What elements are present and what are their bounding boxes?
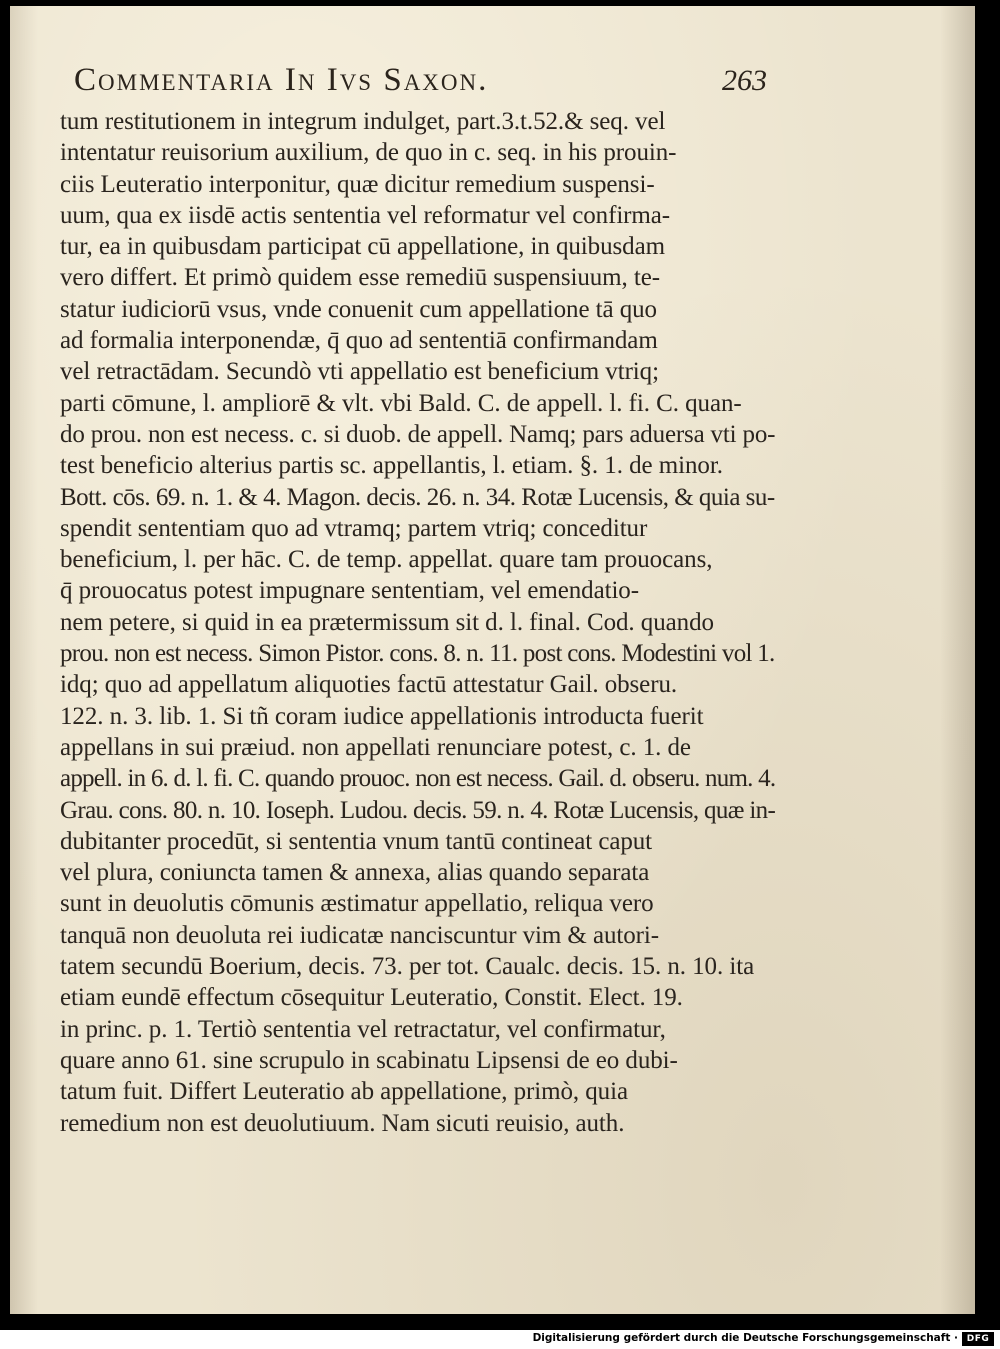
text-line: remedium non est deuolutiuum. Nam sicuti reuisio, auth. bbox=[60, 1109, 625, 1137]
text-line: etiam eundē effectum cōsequitur Leuteratio, Constit. Elect. 19. bbox=[60, 984, 683, 1012]
text-line: vel retractādam. Secundò vti appellatio est beneficium vtriq; bbox=[60, 358, 659, 386]
text-line: tanquā non deuoluta rei iudicatæ nanciscuntur vim & autori- bbox=[60, 921, 660, 949]
body-text bbox=[60, 106, 780, 1139]
text-line: nem petere, si quid in ea prætermissum sit d. l. final. Cod. quando bbox=[60, 608, 714, 636]
text-line: Grau. cons. 80. n. 10. Ioseph. Ludou. decis. 59. n. 4. Rotæ Lucensis, quæ in- bbox=[60, 796, 776, 824]
text-line: tur, ea in quibusdam participat cū appellatione, in quibusdam bbox=[60, 233, 665, 261]
text-line: in princ. p. 1. Tertiò sententia vel retractatur, vel confirmatur, bbox=[60, 1015, 666, 1043]
text-line: idq; quo ad appellatum aliquoties factū attestatur Gail. obseru. bbox=[60, 671, 678, 699]
text-line: ad formalia interponendæ, q̄ quo ad sententiā confirmandam bbox=[60, 327, 658, 355]
text-line: tum restitutionem in integrum indulget, part.3.t.52.& seq. vel bbox=[60, 108, 666, 135]
text-line: tatum fuit. Differt Leuteratio ab appellatione, primò, quia bbox=[60, 1078, 628, 1106]
book-page bbox=[10, 6, 975, 1314]
text-line: quare anno 61. sine scrupulo in scabinatu Lipsensi de eo dubi- bbox=[60, 1046, 678, 1074]
text-line: parti cōmune, l. ampliorē & vlt. vbi Bald. C. de appell. l. fi. C. quan- bbox=[60, 389, 742, 417]
text-line: test beneficio alterius partis sc. appellantis, l. etiam. §. 1. de minor. bbox=[60, 452, 723, 480]
running-head: Commentaria In Ivs Saxon. bbox=[74, 62, 489, 98]
text-line: uum, qua ex iisdē actis sententia vel reformatur vel confirma- bbox=[60, 201, 671, 229]
text-line: intentatur reuisorium auxilium, de quo in c. seq. in his prouin- bbox=[60, 139, 677, 167]
text-line: spendit sententiam quo ad vtramq; partem vtriq; conceditur bbox=[60, 514, 648, 542]
text-line: beneficium, l. per hāc. C. de temp. appellat. quare tam prouocans, bbox=[60, 546, 713, 574]
text-line: appellans in sui præiud. non appellati renunciare potest, c. 1. de bbox=[60, 733, 691, 761]
text-line: sunt in deuolutis cōmunis æstimatur appellatio, reliqua vero bbox=[60, 890, 654, 918]
digitization-credit: Digitalisierung gefördert durch die Deutsche Forschungsgemeinschaft · bbox=[532, 1332, 958, 1344]
dfg-logo: DFG bbox=[962, 1332, 994, 1346]
text-line: q̄ prouocatus potest impugnare sententiam, vel emendatio- bbox=[60, 577, 639, 605]
text-line: ciis Leuteratio interponitur, quæ dicitur remedium suspensi- bbox=[60, 170, 655, 198]
text-line: do prou. non est necess. c. si duob. de appell. Namq; pars aduersa vti po- bbox=[60, 420, 776, 448]
text-line: tatem secundū Boerium, decis. 73. per tot. Caualc. decis. 15. n. 10. ita bbox=[60, 953, 755, 981]
text-line: 122. n. 3. lib. 1. Si tñ coram iudice appellationis introducta fuerit bbox=[60, 702, 704, 730]
page-number: 263 bbox=[722, 64, 767, 97]
text-line: vel plura, coniuncta tamen & annexa, alias quando separata bbox=[60, 859, 650, 887]
text-line: Bott. cōs. 69. n. 1. & 4. Magon. decis. 26. n. 34. Rotæ Lucensis, & quia su- bbox=[60, 483, 775, 511]
text-line: vero differt. Et primò quidem esse remediū suspensiuum, te- bbox=[60, 264, 660, 292]
text-line: dubitanter procedūt, si sententia vnum tantū contineat caput bbox=[60, 827, 653, 855]
text-line: appell. in 6. d. l. fi. C. quando prouoc. non est necess. Gail. d. obseru. num. 4. bbox=[60, 765, 776, 793]
text-line: statur iudiciorū vsus, vnde conuenit cum appellatione tā quo bbox=[60, 295, 657, 323]
text-line: prou. non est necess. Simon Pistor. cons. 8. n. 11. post cons. Modestini vol 1. bbox=[60, 640, 775, 668]
footer-bar bbox=[0, 1330, 1000, 1349]
